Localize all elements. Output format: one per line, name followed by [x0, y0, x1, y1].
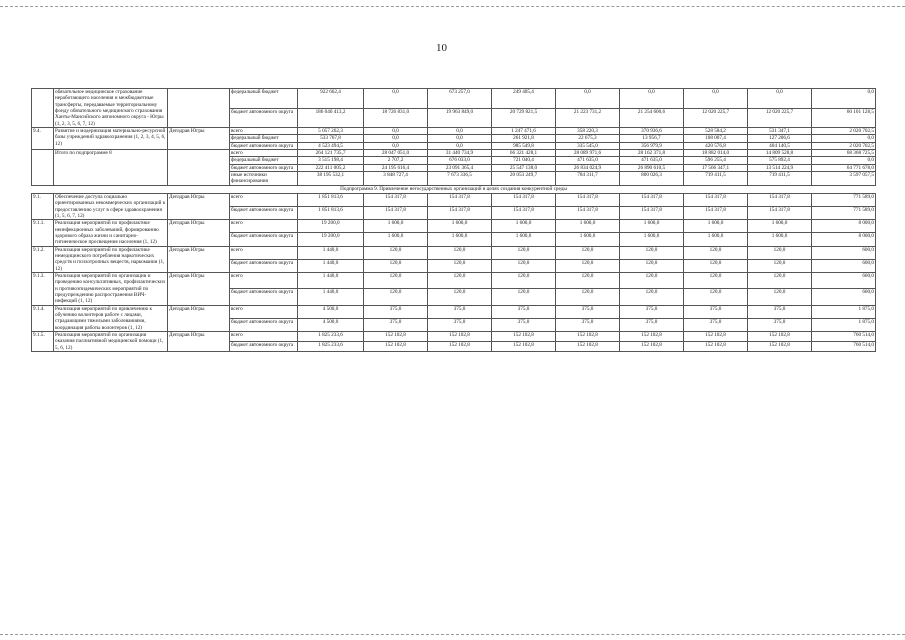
- amount-cell: 375,0: [620, 318, 684, 331]
- funding-source: федеральный бюджет: [230, 135, 298, 142]
- amount-cell: 784 311,7: [556, 172, 620, 186]
- amount-cell: 528 584,2: [684, 128, 748, 135]
- amount-cell: 120,0: [620, 272, 684, 288]
- funding-source: всего: [230, 332, 298, 342]
- item-executor: Депздрав Югры: [168, 305, 230, 331]
- amount-cell: 12 020 225,7: [684, 108, 748, 128]
- amount-cell: 19 963 849,0: [428, 108, 492, 128]
- budget-table: [31, 88, 876, 352]
- amount-cell: 152 102,8: [428, 332, 492, 342]
- amount-cell: 531 347,1: [748, 128, 812, 135]
- amount-cell: 1 440,0: [298, 246, 364, 259]
- amount-cell: 154 317,8: [492, 207, 556, 220]
- amount-cell: 264 121 735,7: [298, 150, 364, 157]
- amount-cell: 375,0: [364, 305, 428, 318]
- amount-cell: 1 600,0: [748, 233, 812, 246]
- amount-cell: 596 255,4: [684, 157, 748, 164]
- table-row: [32, 193, 876, 206]
- funding-source: бюджет автономного округа: [230, 259, 298, 272]
- item-number: [32, 89, 54, 128]
- amount-cell: 154 317,8: [684, 193, 748, 206]
- amount-cell: 1 600,0: [684, 233, 748, 246]
- amount-cell: 26 890 610,5: [620, 164, 684, 171]
- amount-cell: 18 882 014,0: [684, 150, 748, 157]
- amount-cell: 120,0: [684, 272, 748, 288]
- amount-cell: 5 057 262,3: [298, 128, 364, 135]
- section-row-group: [32, 185, 876, 193]
- table-row: [32, 220, 876, 233]
- amount-cell: 154 317,8: [620, 207, 684, 220]
- amount-cell: 26 834 024,9: [556, 164, 620, 171]
- amount-cell: 0,0: [620, 89, 684, 109]
- amount-cell: 1 851 813,6: [298, 193, 364, 206]
- amount-cell: 0,0: [364, 89, 428, 109]
- rows-subprogram-9: [32, 193, 876, 351]
- amount-cell: 152 102,8: [684, 342, 748, 352]
- amount-cell: 760 514,0: [812, 342, 876, 352]
- page-number: 10: [436, 42, 447, 54]
- amount-cell: 19 200,0: [298, 233, 364, 246]
- amount-cell: 0,0: [428, 142, 492, 149]
- amount-cell: 1 440,0: [298, 272, 364, 288]
- amount-cell: 721 040,4: [492, 157, 556, 164]
- item-name: Реализация мероприятий по организации оказания паллиативной медицинской помощи (1, 5, 6, 12): [54, 332, 168, 352]
- item-number: [32, 150, 54, 186]
- amount-cell: 0,0: [556, 89, 620, 109]
- amount-cell: 120,0: [748, 259, 812, 272]
- scan-top-edge: [0, 6, 905, 7]
- amount-cell: 375,0: [684, 318, 748, 331]
- amount-cell: 152 102,8: [364, 342, 428, 352]
- amount-cell: 120,0: [364, 289, 428, 305]
- amount-cell: 1 600,0: [684, 220, 748, 233]
- amount-cell: 0,0: [748, 89, 812, 109]
- amount-cell: 375,0: [556, 318, 620, 331]
- item-name: Реализация мероприятий по организации и проведению консультативных, профилактических и противоэпидемических мероприятий по предупреждению распространения ВИЧ-инфекций (1, 12): [54, 272, 168, 305]
- amount-cell: 4 500,0: [298, 318, 364, 331]
- amount-cell: 2 707,2: [364, 157, 428, 164]
- amount-cell: 17 566 347,1: [684, 164, 748, 171]
- amount-cell: 375,0: [428, 318, 492, 331]
- amount-cell: 1 247 471,6: [492, 128, 556, 135]
- amount-cell: 335 545,0: [556, 142, 620, 149]
- amount-cell: 1 440,0: [298, 259, 364, 272]
- item-executor: Депздрав Югры: [168, 128, 230, 150]
- amount-cell: 375,0: [492, 305, 556, 318]
- amount-cell: 2 020 702,5: [812, 142, 876, 149]
- amount-cell: 152 102,8: [492, 342, 556, 352]
- amount-cell: 120,0: [428, 272, 492, 288]
- amount-cell: 771 589,0: [812, 193, 876, 206]
- amount-cell: 0,0: [428, 135, 492, 142]
- amount-cell: 120,0: [492, 246, 556, 259]
- item-name: Итого по подпрограмме 8: [54, 150, 168, 186]
- amount-cell: 676 033,0: [428, 157, 492, 164]
- amount-cell: 600,0: [812, 246, 876, 259]
- amount-cell: 533 767,8: [298, 135, 364, 142]
- section-row: [32, 185, 876, 193]
- amount-cell: 600,0: [812, 289, 876, 305]
- amount-cell: 154 317,8: [556, 193, 620, 206]
- amount-cell: 1 600,0: [492, 220, 556, 233]
- funding-source: федеральный бюджет: [230, 157, 298, 164]
- amount-cell: 3 848 727,4: [364, 172, 428, 186]
- amount-cell: 120,0: [748, 246, 812, 259]
- amount-cell: 120,0: [492, 259, 556, 272]
- funding-source: бюджет автономного округа: [230, 164, 298, 171]
- amount-cell: 152 102,8: [556, 342, 620, 352]
- amount-cell: 8 000,0: [812, 233, 876, 246]
- amount-cell: 4 523 494,5: [298, 142, 364, 149]
- amount-cell: 1 600,0: [556, 233, 620, 246]
- amount-cell: 261 921,8: [492, 135, 556, 142]
- amount-cell: 154 317,8: [428, 207, 492, 220]
- amount-cell: 1 600,0: [364, 220, 428, 233]
- amount-cell: 14 809 528,8: [748, 150, 812, 157]
- amount-cell: 152 102,8: [492, 332, 556, 342]
- amount-cell: 0,0: [684, 89, 748, 109]
- item-number: 9.1.: [32, 193, 54, 219]
- amount-cell: 375,0: [748, 305, 812, 318]
- item-number: 9.1.1.: [32, 220, 54, 246]
- funding-source: бюджет автономного округа: [230, 289, 298, 305]
- table-row: [32, 89, 876, 109]
- amount-cell: 25 547 138,0: [492, 164, 556, 171]
- amount-cell: 120,0: [492, 289, 556, 305]
- amount-cell: 154 317,8: [748, 193, 812, 206]
- amount-cell: 152 102,8: [620, 342, 684, 352]
- amount-cell: 1 851 813,6: [298, 207, 364, 220]
- amount-cell: 28 047 051,0: [364, 150, 428, 157]
- amount-cell: 154 317,8: [620, 193, 684, 206]
- amount-cell: 1 600,0: [428, 220, 492, 233]
- amount-cell: 152 102,8: [684, 332, 748, 342]
- item-number: 9.1.4.: [32, 305, 54, 331]
- amount-cell: 120,0: [620, 259, 684, 272]
- item-executor: Депздрав Югры: [168, 272, 230, 305]
- amount-cell: 31 440 734,9: [428, 150, 492, 157]
- amount-cell: 356 979,9: [620, 142, 684, 149]
- amount-cell: 375,0: [620, 305, 684, 318]
- amount-cell: 771 589,0: [812, 207, 876, 220]
- amount-cell: 154 317,8: [684, 207, 748, 220]
- amount-cell: 120,0: [556, 272, 620, 288]
- amount-cell: 2 020 702,5: [812, 128, 876, 135]
- amount-cell: 120,0: [620, 289, 684, 305]
- funding-source: бюджет автономного округа: [230, 142, 298, 149]
- amount-cell: 152 102,8: [748, 342, 812, 352]
- funding-source: бюджет автономного округа: [230, 233, 298, 246]
- scan-bottom-edge: [0, 634, 905, 635]
- item-executor: Депздрав Югры: [168, 332, 230, 352]
- amount-cell: 20 053 249,7: [492, 172, 556, 186]
- amount-cell: 760 514,0: [812, 332, 876, 342]
- amount-cell: 120,0: [556, 259, 620, 272]
- amount-cell: 120,0: [428, 289, 492, 305]
- amount-cell: 186 040 413,2: [298, 108, 364, 128]
- funding-source: бюджет автономного округа: [230, 207, 298, 220]
- amount-cell: 154 317,8: [364, 193, 428, 206]
- amount-cell: 471 635,0: [620, 157, 684, 164]
- amount-cell: 13 956,7: [620, 135, 684, 142]
- rows-subprogram-8: [32, 89, 876, 186]
- item-executor: Депздрав Югры: [168, 220, 230, 246]
- funding-source: бюджет автономного округа: [230, 318, 298, 331]
- amount-cell: 21 254 600,6: [620, 108, 684, 128]
- amount-cell: 154 317,8: [364, 207, 428, 220]
- amount-cell: 28 089 971,6: [556, 150, 620, 157]
- amount-cell: 375,0: [428, 305, 492, 318]
- amount-cell: 0,0: [364, 135, 428, 142]
- amount-cell: 152 102,8: [620, 332, 684, 342]
- amount-cell: 68 368 725,5: [812, 150, 876, 157]
- item-number: 9.4.: [32, 128, 54, 150]
- amount-cell: 120,0: [684, 246, 748, 259]
- item-name: Реализация мероприятий по привлечению к обучению волонтеров работе с лицами, страдающими тяжелыми заболеваниями, координация работы волонтеров (1, 12): [54, 305, 168, 331]
- amount-cell: 375,0: [748, 318, 812, 331]
- amount-cell: 1 600,0: [556, 220, 620, 233]
- amount-cell: 1 825 233,6: [298, 342, 364, 352]
- amount-cell: 120,0: [556, 246, 620, 259]
- amount-cell: 38 195 532,1: [298, 172, 364, 186]
- amount-cell: 120,0: [428, 259, 492, 272]
- table-row: [32, 332, 876, 342]
- amount-cell: 22 675,3: [556, 135, 620, 142]
- amount-cell: 0,0: [428, 128, 492, 135]
- funding-source: всего: [230, 220, 298, 233]
- item-number: 9.1.5.: [32, 332, 54, 352]
- amount-cell: 120,0: [556, 289, 620, 305]
- amount-cell: 120,0: [364, 246, 428, 259]
- funding-source: бюджет автономного округа: [230, 342, 298, 352]
- amount-cell: 120,0: [364, 259, 428, 272]
- amount-cell: 0,0: [364, 128, 428, 135]
- amount-cell: 120,0: [748, 272, 812, 288]
- table-row: [32, 246, 876, 259]
- amount-cell: 13 514 224,9: [748, 164, 812, 171]
- amount-cell: 154 317,8: [556, 207, 620, 220]
- amount-cell: 673 257,0: [428, 89, 492, 109]
- amount-cell: 23 091 365,4: [428, 164, 492, 171]
- amount-cell: 120,0: [492, 272, 556, 288]
- amount-cell: 18 726 831,0: [364, 108, 428, 128]
- amount-cell: 0,0: [364, 142, 428, 149]
- amount-cell: 375,0: [492, 318, 556, 331]
- amount-cell: 120,0: [748, 289, 812, 305]
- amount-cell: 375,0: [556, 305, 620, 318]
- amount-cell: 1 875,0: [812, 318, 876, 331]
- amount-cell: 719 411,5: [748, 172, 812, 186]
- amount-cell: 20 729 821,5: [492, 108, 556, 128]
- amount-cell: 152 102,8: [364, 332, 428, 342]
- amount-cell: 1 600,0: [620, 220, 684, 233]
- amount-cell: 1 600,0: [364, 233, 428, 246]
- amount-cell: 249 405,4: [492, 89, 556, 109]
- amount-cell: 3 515 198,4: [298, 157, 364, 164]
- amount-cell: 154 317,8: [748, 207, 812, 220]
- amount-cell: 120,0: [428, 246, 492, 259]
- amount-cell: 4 500,0: [298, 305, 364, 318]
- amount-cell: 8 000,0: [812, 220, 876, 233]
- amount-cell: 719 411,5: [684, 172, 748, 186]
- funding-source: всего: [230, 128, 298, 135]
- amount-cell: 1 600,0: [492, 233, 556, 246]
- amount-cell: 600,0: [812, 272, 876, 288]
- amount-cell: 800 026,3: [620, 172, 684, 186]
- funding-source: иные источники финансирования: [230, 172, 298, 186]
- amount-cell: 1 440,0: [298, 289, 364, 305]
- amount-cell: 120,0: [684, 289, 748, 305]
- amount-cell: 575 892,4: [748, 157, 812, 164]
- amount-cell: 922 662,4: [298, 89, 364, 109]
- item-name: обязательное медицинское страхование неработающего населения и межбюджетные трансферты, передаваемые территориальному фонду обязательного медицинского страхования Ханты-Мансийского автономного округа - Югры (1, 2, 3, 5, 6, 7, 12): [54, 89, 168, 128]
- funding-source: всего: [230, 305, 298, 318]
- amount-cell: 0,0: [812, 157, 876, 164]
- amount-cell: 3 597 057,5: [812, 172, 876, 186]
- funding-source: всего: [230, 150, 298, 157]
- amount-cell: 28 162 371,8: [620, 150, 684, 157]
- amount-cell: 152 102,8: [428, 342, 492, 352]
- section-title: Подпрограмма 9. Привлечение негосударственных организаций в целях создания конкурентной среды: [32, 185, 876, 193]
- amount-cell: 152 102,8: [748, 332, 812, 342]
- item-executor: Депздрав Югры: [168, 246, 230, 272]
- amount-cell: 0,0: [812, 135, 876, 142]
- amount-cell: 1 600,0: [748, 220, 812, 233]
- item-executor: [168, 150, 230, 186]
- amount-cell: 60 101 128,5: [812, 108, 876, 128]
- item-name: Развитие и модернизация материально-ресурсной базы учреждений здравоохранения (1, 2, 3, 4, 5, 6, 12): [54, 128, 168, 150]
- amount-cell: 471 635,0: [556, 157, 620, 164]
- funding-source: федеральный бюджет: [230, 89, 298, 109]
- item-executor: Депздрав Югры: [168, 193, 230, 219]
- amount-cell: 127 206,6: [748, 135, 812, 142]
- amount-cell: 64 771 678,0: [812, 164, 876, 171]
- amount-cell: 1 600,0: [428, 233, 492, 246]
- amount-cell: 375,0: [684, 305, 748, 318]
- amount-cell: 420 576,8: [684, 142, 748, 149]
- amount-cell: 404 140,5: [748, 142, 812, 149]
- funding-source: всего: [230, 246, 298, 259]
- amount-cell: 24 195 616,4: [364, 164, 428, 171]
- funding-source: всего: [230, 193, 298, 206]
- amount-cell: 375,0: [364, 318, 428, 331]
- table-row: [32, 272, 876, 288]
- funding-source: бюджет автономного округа: [230, 108, 298, 128]
- amount-cell: 154 317,8: [428, 193, 492, 206]
- item-number: 9.1.3.: [32, 272, 54, 305]
- amount-cell: 370 936,6: [620, 128, 684, 135]
- table-row: [32, 128, 876, 135]
- amount-cell: 985 549,8: [492, 142, 556, 149]
- item-number: 9.1.2.: [32, 246, 54, 272]
- amount-cell: 108 007,4: [684, 135, 748, 142]
- item-executor: [168, 89, 230, 128]
- amount-cell: 21 223 731,2: [556, 108, 620, 128]
- table-row: [32, 150, 876, 157]
- amount-cell: 1 600,0: [620, 233, 684, 246]
- item-name: Реализация мероприятий по профилактике немедицинского потребления наркотических средств и психотропных веществ, наркомании (1, 12): [54, 246, 168, 272]
- amount-cell: 66 321 428,1: [492, 150, 556, 157]
- amount-cell: 222 411 005,2: [298, 164, 364, 171]
- amount-cell: 120,0: [620, 246, 684, 259]
- amount-cell: 19 200,0: [298, 220, 364, 233]
- amount-cell: 7 673 336,5: [428, 172, 492, 186]
- table-row: [32, 305, 876, 318]
- amount-cell: 120,0: [364, 272, 428, 288]
- amount-cell: 0,0: [812, 89, 876, 109]
- amount-cell: 358 220,3: [556, 128, 620, 135]
- amount-cell: 120,0: [684, 259, 748, 272]
- amount-cell: 152 102,8: [556, 332, 620, 342]
- amount-cell: 1 875,0: [812, 305, 876, 318]
- amount-cell: 12 020 225,7: [748, 108, 812, 128]
- amount-cell: 1 825 233,6: [298, 332, 364, 342]
- amount-cell: 600,0: [812, 259, 876, 272]
- item-name: Реализация мероприятий по профилактике неинфекционных заболеваний, формированию здорового образа жизни и санитарно-гигиеническое просвещение населения (1, 12): [54, 220, 168, 246]
- funding-source: всего: [230, 272, 298, 288]
- item-name: Обеспечение доступа социально ориентированных некоммерческих организаций к предоставлению услуг в сфере здравоохранения (1, 5, 6, 7, 12): [54, 193, 168, 219]
- amount-cell: 154 317,8: [492, 193, 556, 206]
